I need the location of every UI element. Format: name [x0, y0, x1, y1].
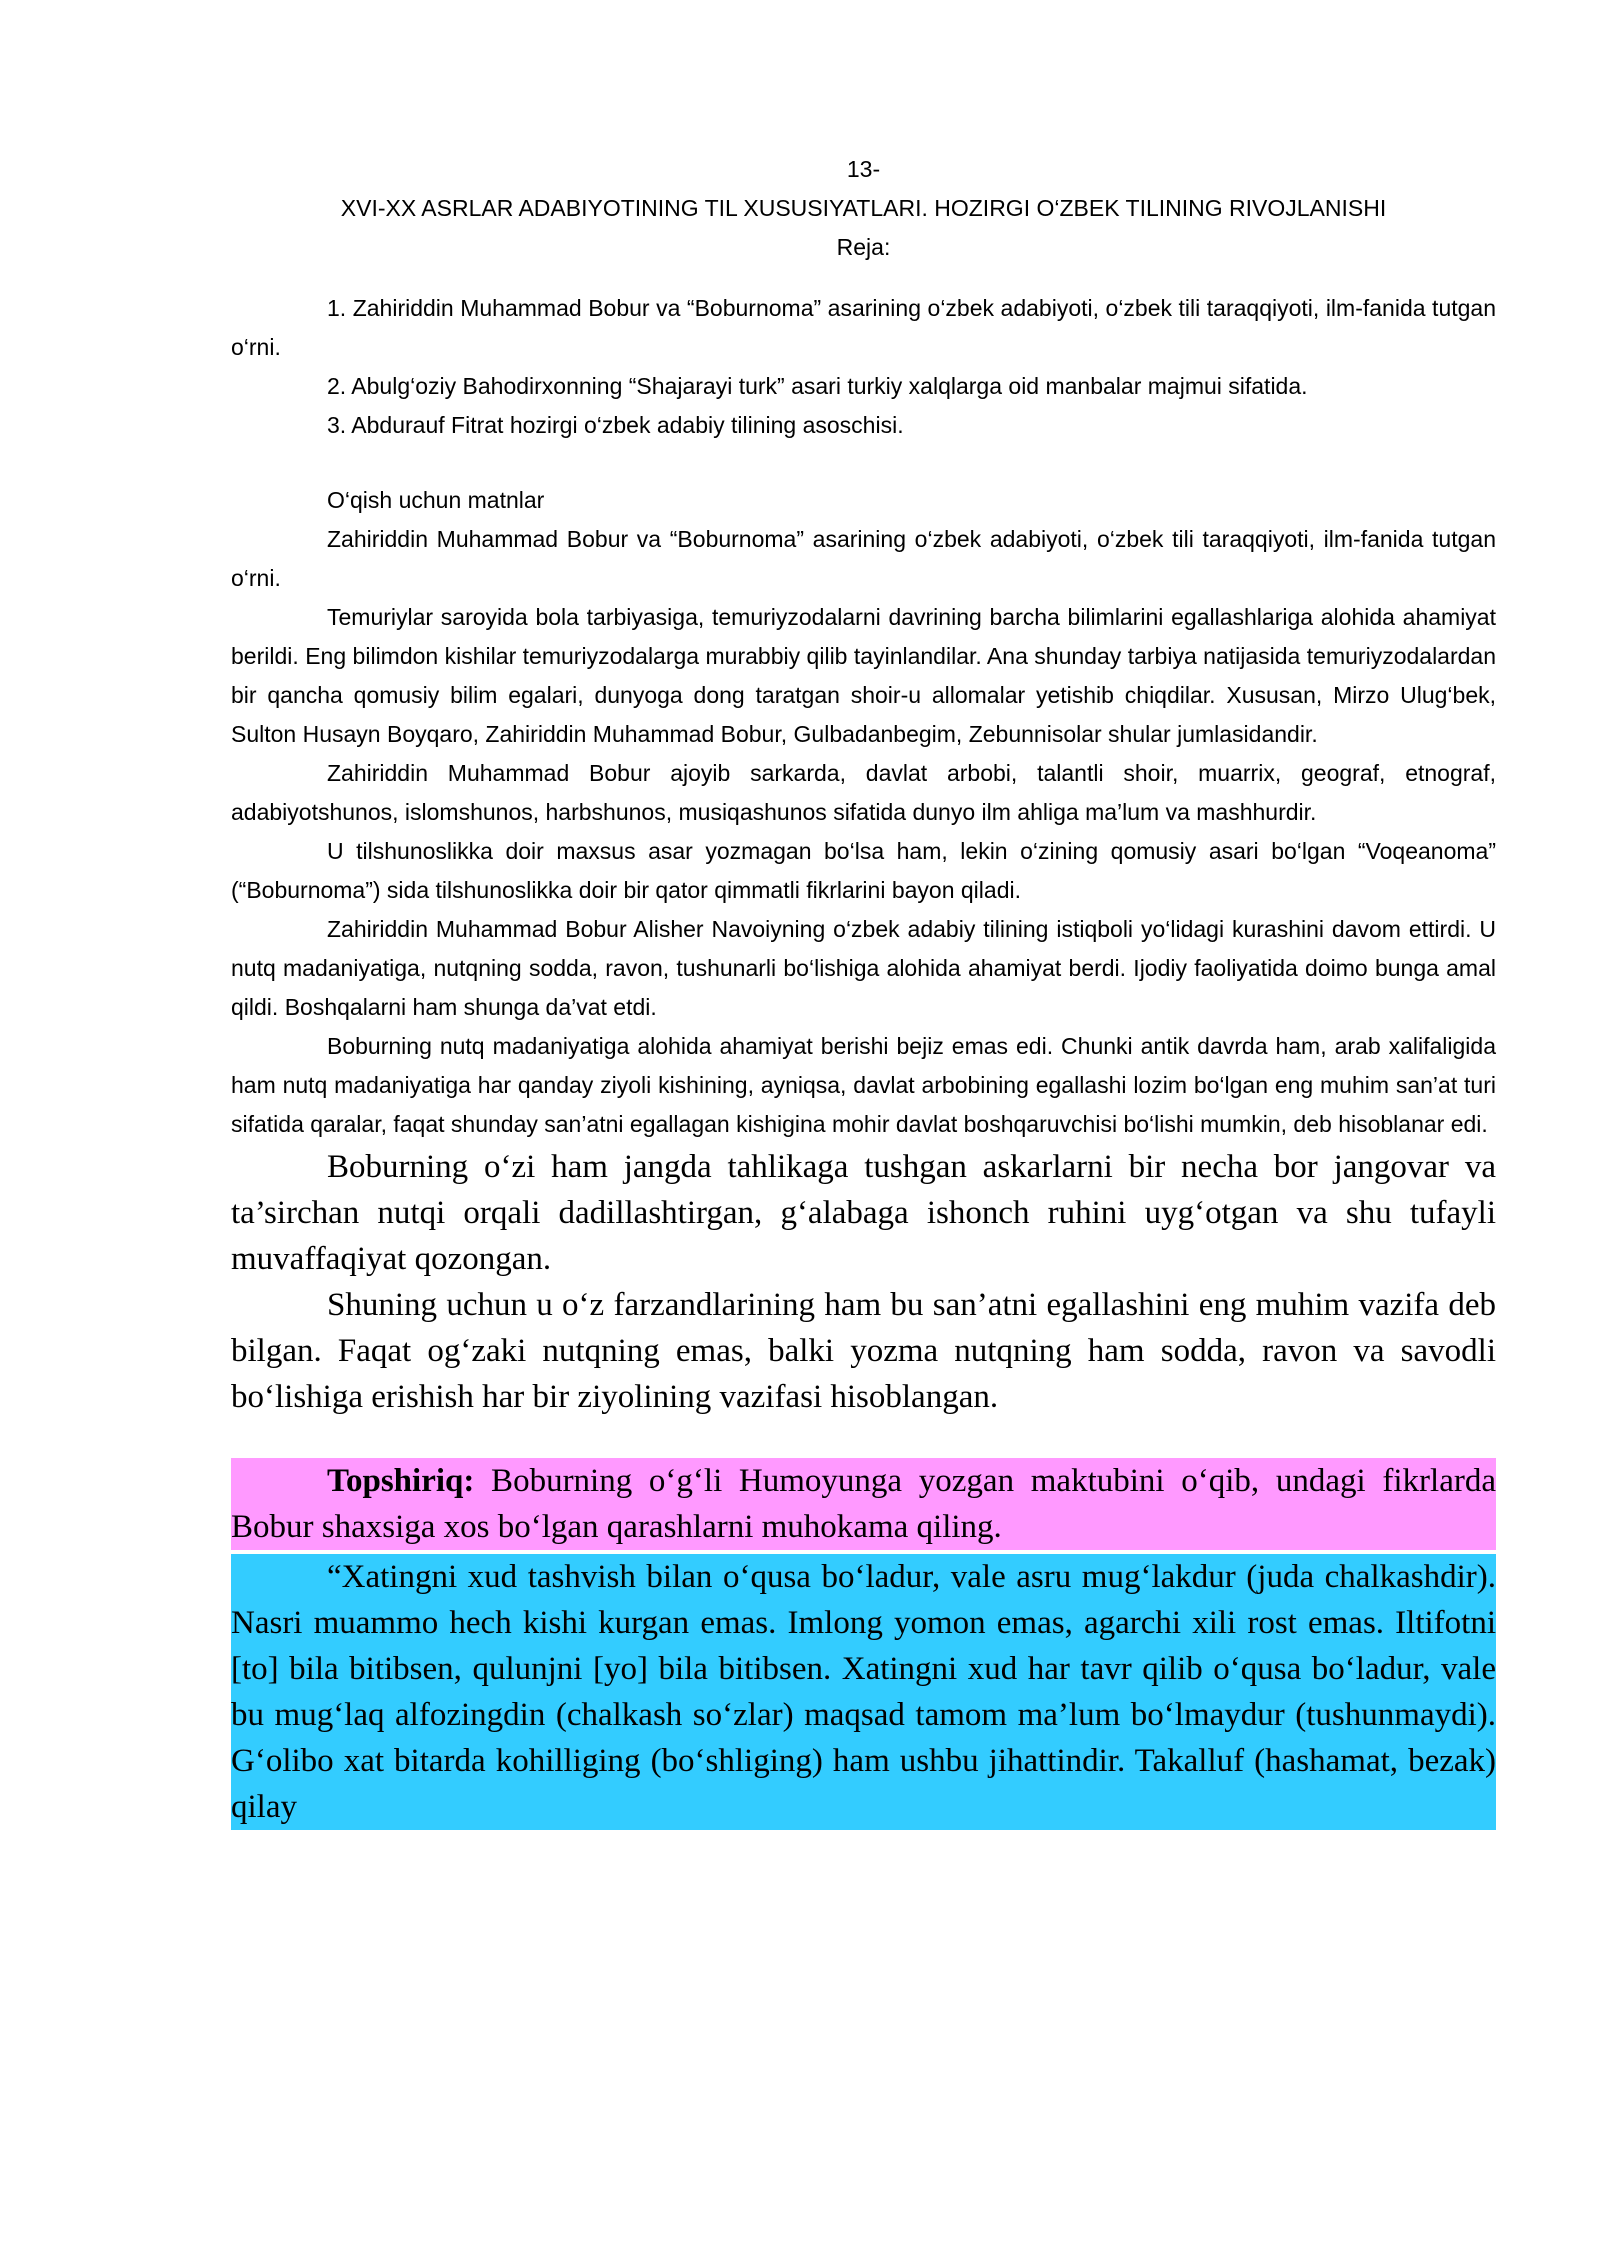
reading-paragraph: Zahiriddin Muhammad Bobur ajoyib sarkarda, davlat arbobi, talantli shoir, muarrix, geograf, etnograf, adabiyotshunos, islomshunos, harbshunos, musiqashunos sifatida dunyo ilm ahliga ma’lum va mashhurdir.	[231, 760, 1496, 825]
document-page	[231, 150, 1496, 1830]
reading-paragraph: Zahiriddin Muhammad Bobur Alisher Navoiyning o‘zbek adabiy tilining istiqboli yo‘lidagi kurashini davom ettirdi. U nutq madaniyatiga, nutqning sodda, ravon, tushunarli bo‘lishiga alohida ahamiyat berdi. Ijodiy faoliyatida doimo bunga amal qildi. Boshqalarni ham shunga da’vat etdi.	[231, 916, 1496, 1020]
serif-section	[231, 1144, 1496, 1420]
plan-item-1: 1. Zahiriddin Muhammad Bobur va “Boburnoma” asarining o‘zbek adabiyoti, o‘zbek tili taraqqiyoti, ilm-fanida tutgan o‘rni.	[231, 295, 1496, 360]
reading-paragraph: Boburning nutq madaniyatiga alohida ahamiyat berishi bejiz emas edi. Chunki antik davrda ham, arab xalifaligida ham nutq madaniyatiga har qanday ziyoli kishining, ayniqsa, davlat arbobining egallashi lozim bo‘lgan eng muhim san’at turi sifatida qaralar, faqat shunday san’atni egallagan kishigina mohir davlat boshqaruvchisi bo‘lishi mumkin, deb hisoblanar edi.	[231, 1033, 1496, 1137]
plan-item-2: 2. Abulg‘oziy Bahodirxonning “Shajarayi turk” asari turkiy xalqlarga oid manbalar majmui sifatida.	[327, 373, 1308, 399]
task-block	[231, 1458, 1496, 1550]
reading-section	[231, 481, 1496, 1144]
serif-paragraph: Shuning uchun u o‘z farzandlarining ham bu san’atni egallashini eng muhim vazifa deb bilgan. Faqat og‘zaki nutqning emas, balki yozma nutqning ham sodda, ravon va savodli bo‘lishiga erishish har bir ziyolining vazifasi hisoblangan.	[231, 1287, 1496, 1415]
reading-paragraph: Temuriylar saroyida bola tarbiyasiga, temuriyzodalarni davrining barcha bilimlarini egallashlariga alohida ahamiyat berildi. Eng bilimdon kishilar temuriyzodalarga murabbiy qilib tayinlandilar. Ana shunday tarbiya natijasida temuriyzodalardan bir qancha qomusiy bilim egalari, dunyoga dong taratgan shoir-u allomalar yetishib chiqdilar. Xususan, Mirzo Ulug‘bek, Sulton Husayn Boyqaro, Zahiriddin Muhammad Bobur, Gulbadanbegim, Zebunnisolar shular jumlasidandir.	[231, 604, 1496, 747]
reading-paragraph: U tilshunoslikka doir maxsus asar yozmagan bo‘lsa ham, lekin o‘zining qomusiy asari bo‘lgan “Voqeanoma” (“Boburnoma”) sida tilshunoslikka doir bir qator qimmatli fikrlarini bayon qiladi.	[231, 838, 1496, 903]
page-number: 13-	[846, 156, 881, 182]
document-title: XVI-XX ASRLAR ADABIYOTINING TIL XUSUSIYATLARI. HOZIRGI O‘ZBEK TILINING RIVOJLANISHI	[340, 195, 1387, 221]
reading-heading: O‘qish uchun matnlar	[327, 487, 545, 513]
task-text: Boburning o‘g‘li Humoyunga yozgan maktubini o‘qib, undagi fikrlarda Bobur shaxsiga xos bo‘lgan qarashlarni muhokama qiling.	[231, 1463, 1496, 1545]
plan-label: Reja:	[836, 234, 891, 260]
task-paragraph	[231, 1458, 1496, 1550]
task-label: Topshiriq:	[327, 1463, 475, 1499]
reading-paragraph: Zahiriddin Muhammad Bobur va “Boburnoma” asarining o‘zbek adabiyoti, o‘zbek tili taraqqiyoti, ilm-fanida tutgan o‘rni.	[231, 526, 1496, 591]
quote-paragraph: “Xatingni xud tashvish bilan o‘qusa bo‘ladur, vale asru mug‘lakdur (juda chalkashdir). Nasri muammo hech kishi kurgan emas. Imlong yomon emas, agarchi xili rost emas. Iltifotni [to] bila bitibsen, qulunjni [yo] bila bitibsen. Xatingni xud har tavr qilib o‘qusa bo‘ladur, vale bu mug‘laq alfozingdin (chalkash so‘zlar) maqsad tamom ma’lum bo‘lmaydur (tushunmaydi). G‘olibo xat bitarda kohilliging (bo‘shliging) ham ushbu jihattindir. Takalluf (hashamat, bezak) qilay	[231, 1559, 1496, 1825]
plan-item-3: 3. Abdurauf Fitrat hozirgi o‘zbek adabiy tilining asoschisi.	[327, 412, 904, 438]
quote-block	[231, 1554, 1496, 1830]
plan-list	[231, 289, 1496, 445]
serif-paragraph: Boburning o‘zi ham jangda tahlikaga tushgan askarlarni bir necha bor jangovar va ta’sirchan nutqi orqali dadillashtirgan, g‘alabaga ishonch ruhini uyg‘otgan va shu tufayli muvaffaqiyat qozongan.	[231, 1149, 1496, 1277]
